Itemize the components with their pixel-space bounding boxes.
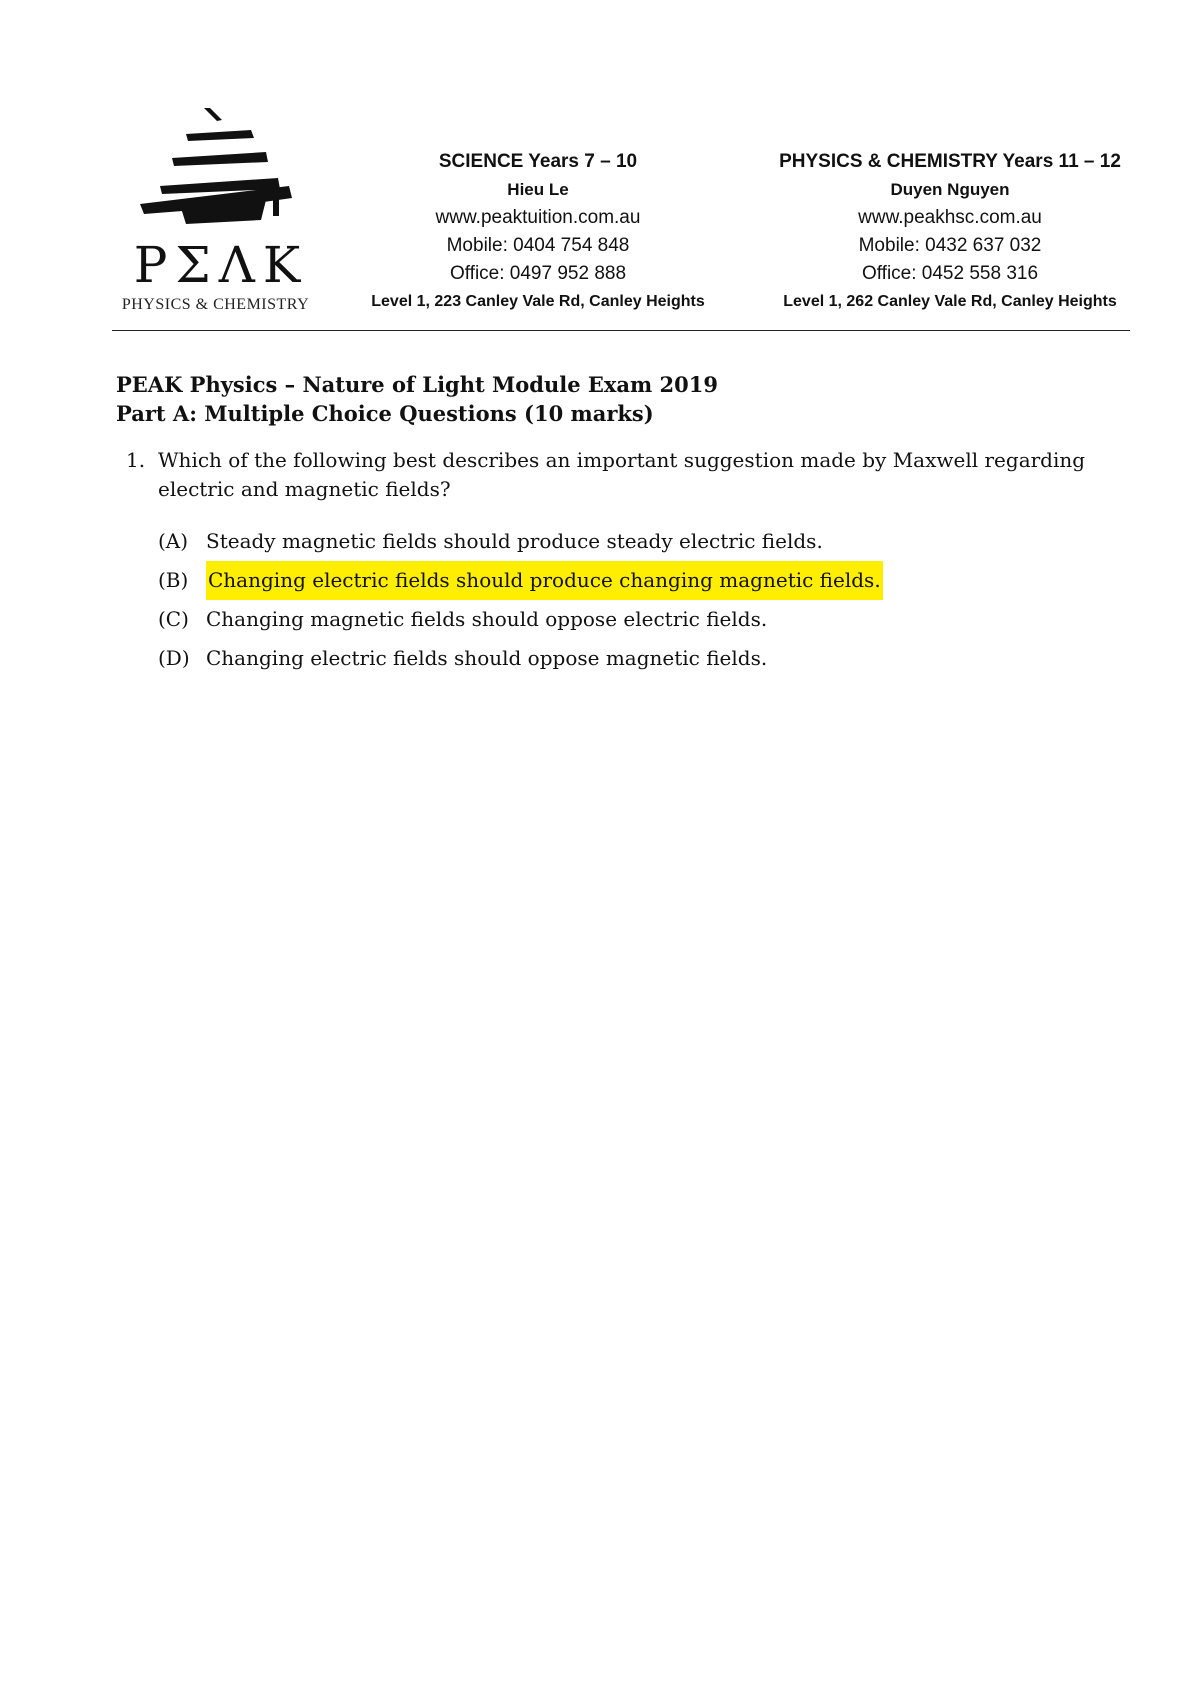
contact-office: Office: 0497 952 888 — [449, 263, 627, 284]
option-label: (C) — [158, 607, 189, 631]
contact-mobile: Mobile: 0404 754 848 — [446, 235, 630, 256]
logo-wordmark: PΣΛK — [133, 236, 309, 294]
option-b — [158, 561, 1126, 600]
answer-options — [116, 522, 1126, 678]
contact-website: www.peakhsc.com.au — [858, 207, 1042, 228]
question-text: Which of the following best describes an important suggestion made by Maxwell regarding electric and magnetic fields? — [158, 448, 1086, 501]
contact-heading: SCIENCE Years 7 – 10 — [438, 151, 638, 172]
contact-physics-chemistry — [762, 148, 1138, 316]
option-label: (A) — [158, 529, 189, 553]
contact-office: Office: 0452 558 316 — [861, 263, 1039, 284]
option-c — [158, 600, 1126, 639]
header-divider — [112, 330, 1130, 331]
peak-logo — [108, 108, 323, 313]
contact-heading: PHYSICS & CHEMISTRY Years 11 – 12 — [779, 151, 1121, 172]
logo-subtitle: PHYSICS & CHEMISTRY — [121, 296, 310, 313]
mortarboard-icon — [126, 108, 316, 238]
exam-body — [116, 370, 1126, 678]
option-label: (D) — [158, 646, 190, 670]
contact-name: Hieu Le — [507, 180, 569, 199]
option-text: Changing magnetic fields should oppose electric fields. — [206, 607, 768, 631]
contact-address: Level 1, 262 Canley Vale Rd, Canley Heights — [783, 293, 1117, 310]
option-d — [158, 639, 1126, 678]
option-text: Steady magnetic fields should produce steady electric fields. — [206, 529, 823, 553]
contact-mobile: Mobile: 0432 637 032 — [858, 235, 1042, 256]
question-number: 1. — [126, 448, 146, 472]
option-a — [158, 522, 1126, 561]
question-1 — [116, 446, 1126, 504]
contact-name: Duyen Nguyen — [890, 180, 1010, 199]
contact-address: Level 1, 223 Canley Vale Rd, Canley Heights — [371, 293, 705, 310]
contact-science — [350, 148, 726, 316]
exam-title: PEAK Physics – Nature of Light Module Exam 2019 — [116, 372, 718, 397]
exam-part-heading: Part A: Multiple Choice Questions (10 marks) — [116, 401, 654, 426]
option-text: Changing electric fields should oppose magnetic fields. — [206, 646, 768, 670]
option-text-highlighted: Changing electric fields should produce changing magnetic fields. — [206, 561, 883, 600]
option-label: (B) — [158, 568, 189, 592]
contact-website: www.peaktuition.com.au — [435, 207, 641, 228]
